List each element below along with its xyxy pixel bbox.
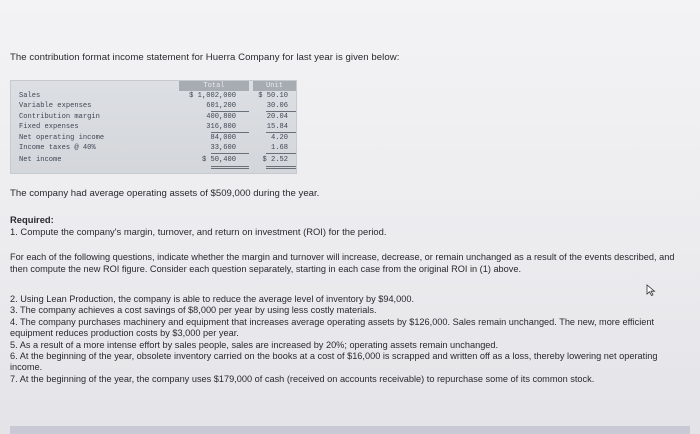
row-unit: 1.68 xyxy=(270,144,288,152)
row-label: Sales xyxy=(19,92,41,100)
header-unit-cell xyxy=(253,81,296,91)
subtotal-rule xyxy=(266,111,296,112)
total-double-rule xyxy=(211,166,249,167)
table-row xyxy=(11,113,296,122)
subtotal-rule xyxy=(266,132,296,133)
list-item: 6. At the beginning of the year, obsolete inventory carried on the books at a cost of $16,000 is scrapped and written off as a loss, thereby lowering net operating income. xyxy=(10,351,658,373)
header-unit: Unit xyxy=(265,82,284,90)
row-total: 33,600 xyxy=(210,144,236,152)
question-list xyxy=(10,294,686,385)
row-unit: 4.20 xyxy=(270,134,288,142)
row-label: Income taxes @ 40% xyxy=(19,144,96,152)
question-1: 1. Compute the company's margin, turnover, and return on investment (ROI) for the period. xyxy=(10,226,387,237)
row-label: Variable expenses xyxy=(19,102,92,110)
table-row xyxy=(11,134,296,143)
row-label: Net income xyxy=(19,156,62,164)
list-item: 3. The company achieves a cost savings of $8,000 per year by using less costly materials. xyxy=(10,305,377,316)
subtotal-rule xyxy=(211,132,249,133)
row-total: $ 50,400 xyxy=(201,156,236,164)
required-heading: Required: xyxy=(10,214,54,225)
list-item: 4. The company purchases machinery and equipment that increases average operating assets by $126,000. Sales remain unchanged. The new, more efficient equipment reduces production costs by $3,000 per year. xyxy=(10,316,655,339)
row-label: Fixed expenses xyxy=(19,123,79,131)
bottom-scroll-strip xyxy=(10,426,690,434)
subtotal-rule xyxy=(266,153,296,154)
header-total-cell xyxy=(179,81,249,91)
subtotal-rule xyxy=(211,153,249,154)
row-total: 601,200 xyxy=(206,102,236,110)
intro-text: The contribution format income statement for Huerra Company for last year is given below: xyxy=(10,52,400,63)
row-total: 400,800 xyxy=(206,113,236,121)
row-unit: 15.84 xyxy=(266,123,288,131)
average-assets-text: The company had average operating assets of $509,000 during the year. xyxy=(10,188,320,199)
table-row xyxy=(11,156,296,165)
total-double-rule xyxy=(266,166,296,167)
row-label: Contribution margin xyxy=(19,113,100,121)
list-item: 2. Using Lean Production, the company is able to reduce the average level of inventory by $94,000. xyxy=(10,294,414,304)
row-total: 84,000 xyxy=(210,134,236,142)
row-unit: 30.06 xyxy=(266,102,288,110)
table-row xyxy=(11,144,296,153)
total-double-rule xyxy=(211,168,249,169)
table-row xyxy=(11,102,296,111)
instructions-paragraph: For each of the following questions, indicate whether the margin and turnover will increase, decrease, or remain unchanged as a result of the events described, and then compute the new ROI figure. Consider each question separately, starting in each case from the original ROI in (1) above. xyxy=(10,252,675,274)
header-total: Total xyxy=(203,82,225,90)
income-statement-table xyxy=(10,80,297,174)
row-total: 316,800 xyxy=(206,123,236,131)
row-unit: $ 50.10 xyxy=(258,92,288,100)
row-unit: $ 2.52 xyxy=(262,156,288,164)
list-item: 5. As a result of a more intense effort by sales people, sales are increased by 20%; operating assets remain unchanged. xyxy=(10,339,499,350)
row-unit: 20.04 xyxy=(266,113,288,121)
row-total: $ 1,002,000 xyxy=(189,92,236,100)
table-row xyxy=(11,123,296,132)
row-label: Net operating income xyxy=(19,134,105,142)
total-double-rule xyxy=(266,168,296,169)
list-item: 7. At the beginning of the year, the company uses $179,000 of cash (received on accounts receivable) to repurchase some of its common stock. xyxy=(10,373,595,384)
table-row xyxy=(11,92,296,101)
subtotal-rule xyxy=(211,111,249,112)
